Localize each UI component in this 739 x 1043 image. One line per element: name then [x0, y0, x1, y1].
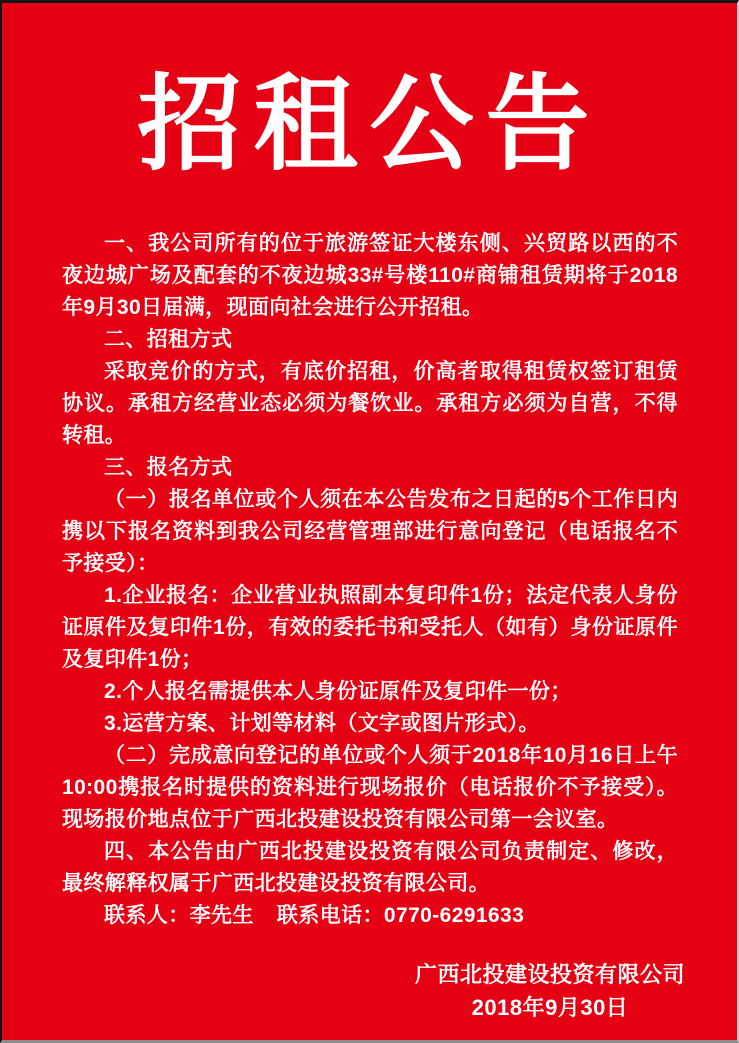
- para-registration-requirements: （一）报名单位或个人须在本公告发布之日起的5个工作日内携以下报名资料到我公司经营管理部进行意向登记（电话报名不予接受）：: [62, 487, 678, 575]
- heading-registration-method: 三、报名方式: [104, 455, 233, 479]
- signature-date: 2018年9月30日: [471, 994, 629, 1020]
- contact-phone-number: 0770-6291633: [383, 903, 525, 927]
- contact-person-name: 李先生: [189, 903, 254, 927]
- para-enterprise-materials: 1.企业报名：企业营业执照副本复印件1份；法定代表人身份证原件及复印件1份，有效的委托书和受托人（如有）身份证原件及复印件1份；: [62, 583, 678, 671]
- para-operation-plan-materials: 3.运营方案、计划等材料（文字或图片形式）。: [104, 711, 540, 735]
- para-onsite-bidding: （二）完成意向登记的单位或个人须于2018年10月16日上午10:00携报名时提供的资料进行现场报价（电话报价不予接受）。现场报价地点位于广西北投建设投资有限公司第一会议室。: [62, 743, 678, 831]
- signature-block: [2, 958, 737, 1024]
- signature-company-name: 广西北投建设投资有限公司: [414, 961, 685, 987]
- heading-rental-method: 二、招租方式: [104, 327, 233, 351]
- contact-line: [62, 900, 678, 932]
- contact-phone-label: 联系电话：: [276, 903, 384, 927]
- announcement-body: [62, 228, 678, 932]
- para-final-interpretation: 四、本公告由广西北投建设投资有限公司负责制定、修改，最终解释权属于广西北投建设投资有限公司。: [62, 839, 678, 895]
- para-rental-method: 采取竞价的方式，有底价招租，价高者取得租赁权签订租赁协议。承租方经营业态必须为餐饮业。承租方必须为自营，不得转租。: [62, 359, 678, 447]
- para-individual-materials: 2.个人报名需提供本人身份证原件及复印件一份；: [104, 679, 572, 703]
- contact-person-label: 联系人：: [104, 903, 190, 927]
- para-property-intro: 一、我公司所有的位于旅游签证大楼东侧、兴贸路以西的不夜边城广场及配套的不夜边城33#号楼110#商铺租赁期将于2018年9月30日届满，现面向社会进行公开招租。: [62, 231, 678, 319]
- page-title: 招租公告: [137, 68, 602, 183]
